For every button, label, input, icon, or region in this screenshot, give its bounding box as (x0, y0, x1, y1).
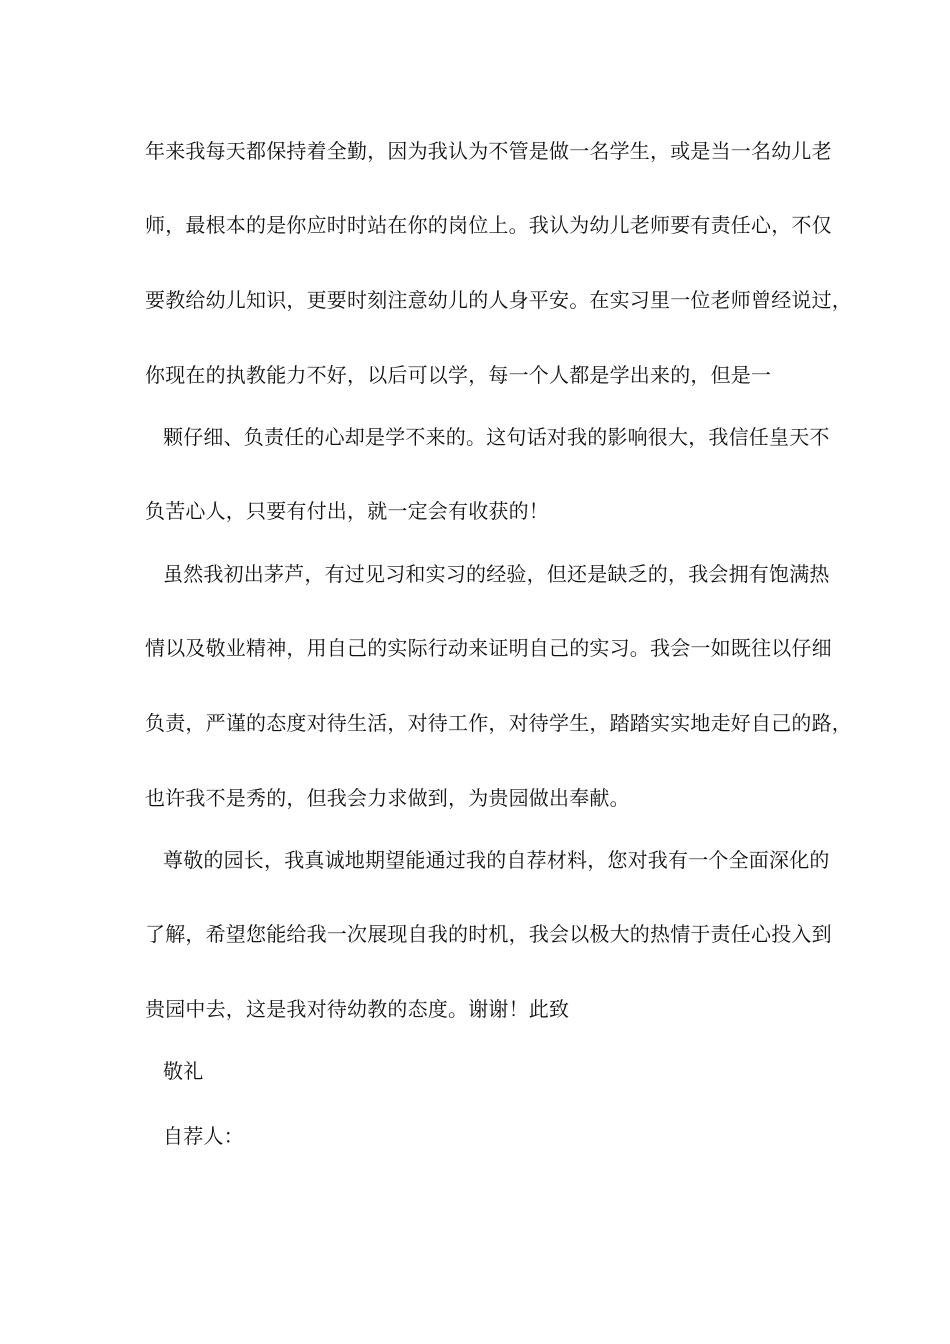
paragraph-line: 了解，希望您能给我一次展现自我的时机，我会以极大的热情于责任心投入到 (145, 922, 832, 946)
paragraph-line: 负苦心人，只要有付出，就一定会有收获的！ (145, 499, 549, 523)
paragraph-line: 虽然我初出茅芦，有过见习和实习的经验，但还是缺乏的，我会拥有饱满热 (163, 562, 830, 586)
paragraph-line: 师，最根本的是你应时时站在你的岗位上。我认为幼儿老师要有责任心，不仅 (145, 213, 832, 237)
signature-label: 自荐人： (163, 1124, 244, 1148)
closing-salutation: 敬礼 (163, 1059, 204, 1083)
paragraph-line: 尊敬的园长，我真诚地期望能通过我的自荐材料，您对我有一个全面深化的 (163, 848, 830, 872)
paragraph-line: 颗仔细、负责任的心却是学不来的。这句话对我的影响很大，我信任皇天不 (163, 425, 830, 449)
paragraph-line: 年来我每天都保持着全勤，因为我认为不管是做一名学生，或是当一名幼儿老 (145, 139, 832, 163)
paragraph-line: 情以及敬业精神，用自己的实际行动来证明自己的实习。我会一如既往以仔细 (145, 636, 832, 660)
paragraph-line: 你现在的执教能力不好，以后可以学，每一个人都是学出来的，但是一 (145, 363, 772, 387)
paragraph-line: 负责，严谨的态度对待生活，对待工作，对待学生，踏踏实实地走好自己的路， (145, 711, 852, 735)
paragraph-line: 要教给幼儿知识，更要时刻注意幼儿的人身平安。在实习里一位老师曾经说过， (145, 288, 852, 312)
paragraph-line: 贵园中去，这是我对待幼教的态度。谢谢！此致 (145, 997, 570, 1021)
paragraph-line: 也许我不是秀的，但我会力求做到，为贵园做出奉献。 (145, 786, 630, 810)
